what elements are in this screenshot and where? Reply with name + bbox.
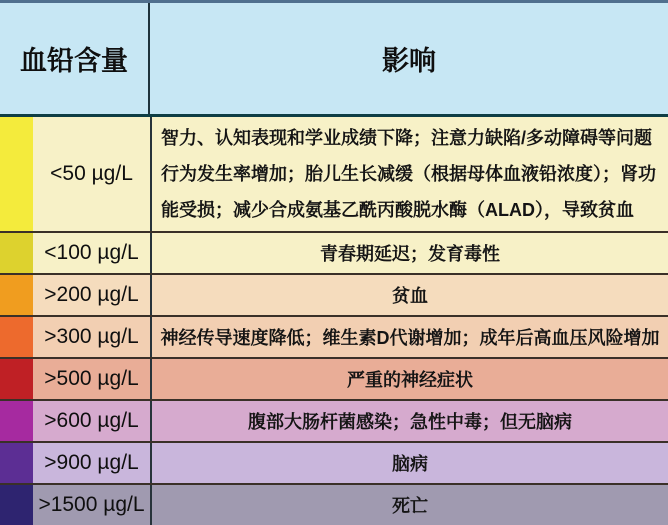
table-row [0, 231, 668, 273]
effect-text: 青春期延迟；发育毒性 [150, 233, 668, 273]
header-effect: 影响 [382, 46, 436, 76]
level-label: >500 µg/L [44, 367, 139, 390]
level-label: >900 µg/L [44, 451, 139, 474]
table-row [0, 357, 668, 399]
table-header [0, 3, 668, 117]
level-label: <50 µg/L [50, 162, 133, 185]
table-row [0, 273, 668, 315]
effect-text: 严重的神经症状 [150, 359, 668, 399]
level-color-swatch [0, 117, 33, 231]
header-blood-lead-level: 血铅含量 [0, 3, 150, 114]
table-row [0, 399, 668, 441]
level-color-swatch [0, 401, 33, 441]
level-label: <100 µg/L [44, 241, 139, 264]
effect-text: 死亡 [150, 485, 668, 525]
level-label: >300 µg/L [44, 325, 139, 348]
level-color-swatch [0, 443, 33, 483]
level-color-swatch [0, 359, 33, 399]
effect-text: 腹部大肠杆菌感染；急性中毒；但无脑病 [150, 401, 668, 441]
effect-text: 贫血 [150, 275, 668, 315]
effect-text: 神经传导速度降低；维生素D代谢增加；成年后高血压风险增加 [150, 317, 668, 357]
table-row [0, 117, 668, 231]
level-label: >600 µg/L [44, 409, 139, 432]
effect-text: 智力、认知表现和学业成绩下降；注意力缺陷/多动障碍等问题行为发生率增加；胎儿生长减缓（根据母体血液铅浓度）；肾功能受损；减少合成氨基乙酰丙酸脱水酶（ALAD），导致贫血 [150, 117, 668, 231]
level-label: >200 µg/L [44, 283, 139, 306]
table-row [0, 441, 668, 483]
effect-text: 脑病 [150, 443, 668, 483]
level-color-swatch [0, 275, 33, 315]
level-color-swatch [0, 317, 33, 357]
table-row [0, 315, 668, 357]
level-color-swatch [0, 485, 33, 525]
level-label: >1500 µg/L [38, 493, 145, 516]
table-row [0, 483, 668, 525]
table-body [0, 117, 668, 525]
level-color-swatch [0, 233, 33, 273]
